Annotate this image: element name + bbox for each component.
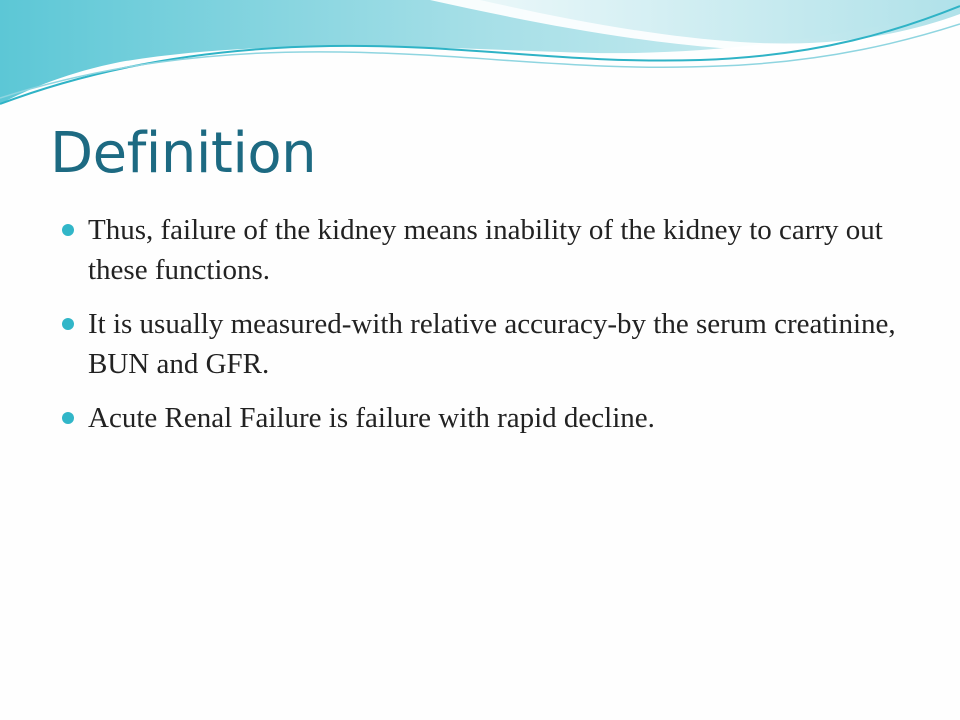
bullet-dot-icon <box>62 224 74 236</box>
bullet-item <box>62 398 902 438</box>
slide-title: Definition <box>50 121 317 186</box>
header-wave-decoration <box>0 0 960 120</box>
bullet-list <box>62 210 902 452</box>
bullet-text: It is usually measured-with relative accuracy-by the serum creatinine, BUN and GFR. <box>88 308 896 380</box>
bullet-text: Thus, failure of the kidney means inability of the kidney to carry out these functions. <box>88 214 883 286</box>
bullet-text: Acute Renal Failure is failure with rapid decline. <box>88 402 655 434</box>
bullet-item <box>62 210 902 290</box>
bullet-dot-icon <box>62 412 74 424</box>
bullet-dot-icon <box>62 318 74 330</box>
bullet-item <box>62 304 902 384</box>
